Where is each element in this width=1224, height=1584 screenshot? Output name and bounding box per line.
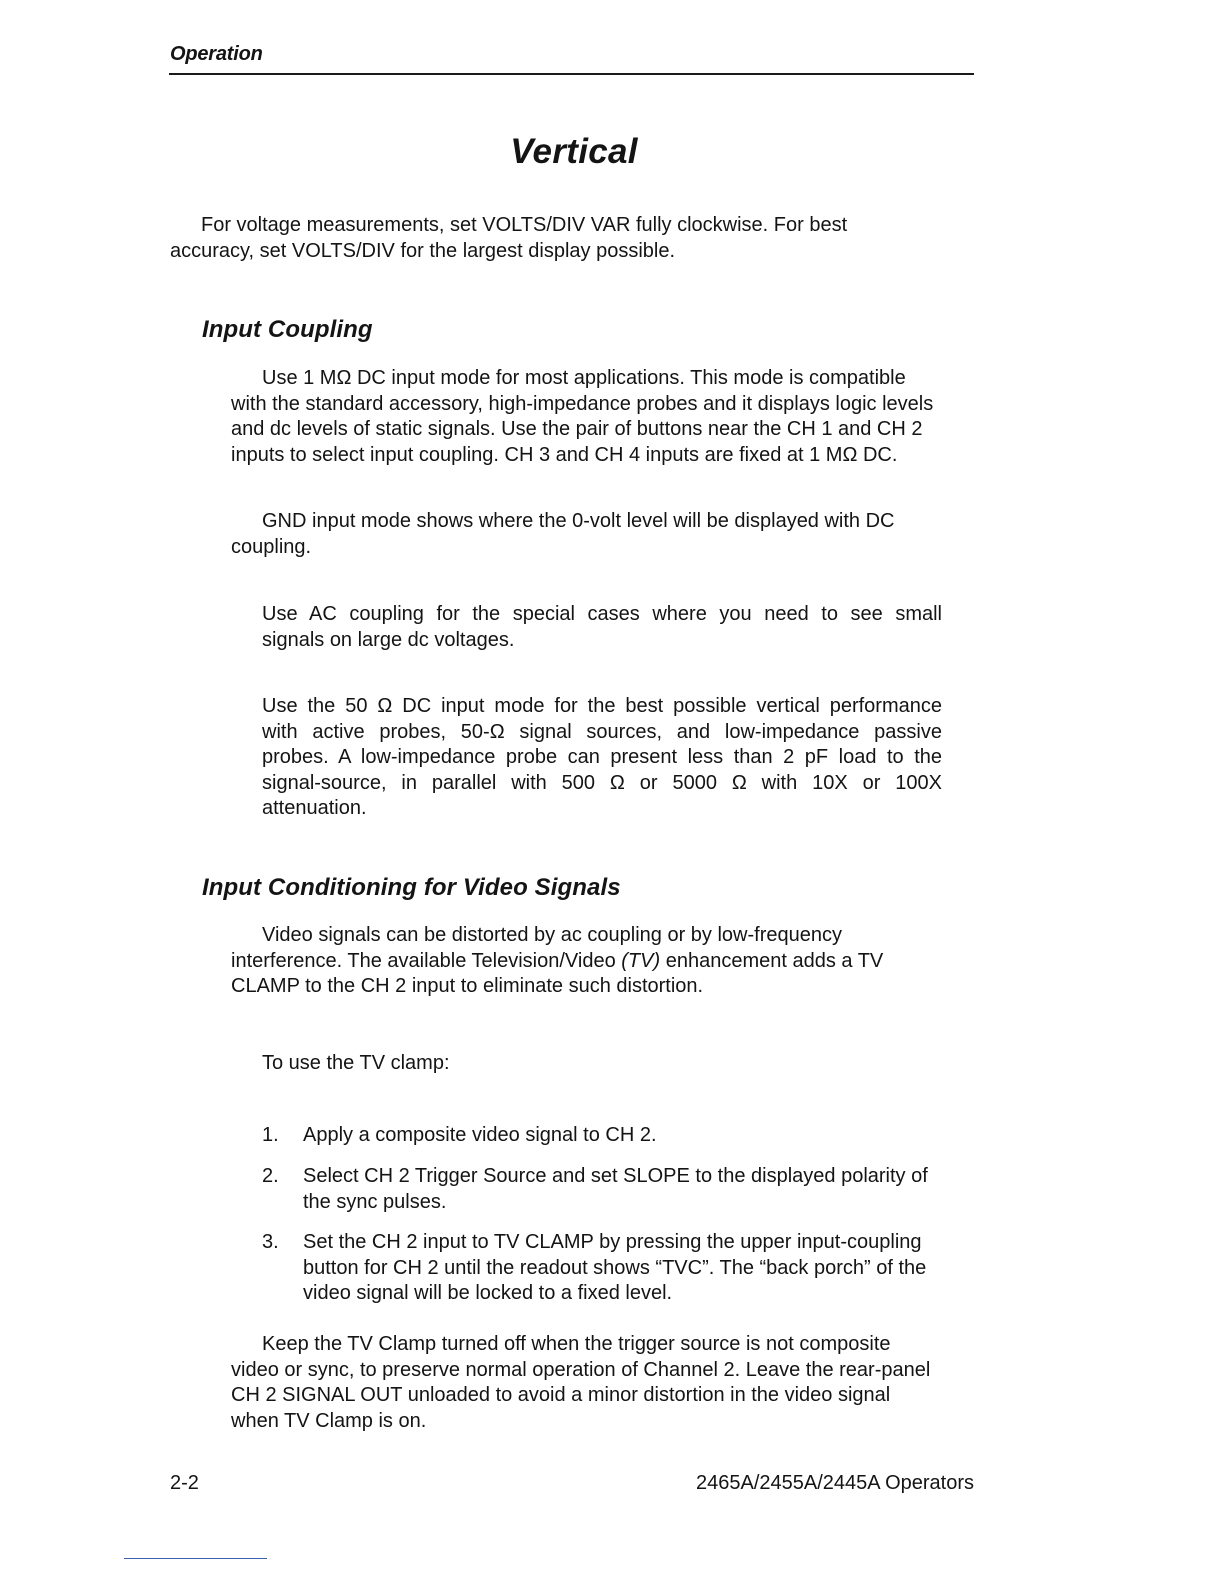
- paragraph-line: GND input mode shows where the 0-volt level will be displayed with DC: [262, 510, 895, 532]
- paragraph-line: attenuation.: [262, 797, 367, 820]
- intro-line-1: For voltage measurements, set VOLTS/DIV VAR fully clockwise. For best: [201, 214, 848, 236]
- step-text: [303, 1164, 983, 1215]
- step-number: 3.: [262, 1231, 279, 1253]
- paragraph-line: Set the CH 2 input to TV CLAMP by pressing the upper input-coupling: [303, 1231, 922, 1253]
- tv-emphasis: (TV): [621, 949, 661, 972]
- text-run: enhancement adds a TV: [660, 949, 884, 972]
- header-rule: [169, 73, 974, 75]
- paragraph-line: button for CH 2 until the readout shows “TVC”. The “back porch” of the: [303, 1256, 927, 1279]
- text-run: interference. The available Television/Video: [231, 949, 622, 972]
- running-head: Operation: [170, 43, 263, 65]
- paragraph-line: Apply a composite video signal to CH 2.: [303, 1124, 657, 1146]
- section-heading-video-signals: Input Conditioning for Video Signals: [202, 874, 621, 901]
- coupling-paragraph-2: [231, 509, 971, 560]
- page-number: 2-2: [170, 1472, 199, 1494]
- step-text: [303, 1230, 983, 1307]
- scan-edge-line: [124, 1558, 267, 1559]
- paragraph-line: Use AC coupling for the special cases where you need to see small: [262, 603, 942, 625]
- intro-paragraph: [170, 213, 970, 264]
- paragraph-line: Video signals can be distorted by ac coupling or by low-frequency: [262, 924, 842, 946]
- paragraph-line: video or sync, to preserve normal operation of Channel 2. Leave the rear-panel: [231, 1358, 931, 1381]
- video-paragraph-1: [231, 923, 971, 1000]
- paragraph-line: Use the 50 Ω DC input mode for the best possible vertical performance: [262, 695, 942, 717]
- section-heading-input-coupling: Input Coupling: [202, 316, 373, 343]
- step-number: 1.: [262, 1124, 279, 1146]
- paragraph-line: with the standard accessory, high-impedance probes and it displays logic levels: [231, 392, 934, 415]
- paragraph-line: CLAMP to the CH 2 input to eliminate such distortion.: [231, 975, 704, 998]
- step-text: [303, 1123, 983, 1149]
- intro-line-2: accuracy, set VOLTS/DIV for the largest display possible.: [170, 239, 676, 262]
- paragraph-line: Keep the TV Clamp turned off when the trigger source is not composite: [262, 1333, 891, 1355]
- coupling-paragraph-4: [262, 694, 942, 822]
- video-closing-paragraph: [231, 1332, 976, 1434]
- step-number: 2.: [262, 1165, 279, 1187]
- paragraph-line: the sync pulses.: [303, 1190, 447, 1213]
- paragraph-line: and dc levels of static signals. Use the pair of buttons near the CH 1 and CH 2: [231, 418, 923, 441]
- paragraph-line: Use 1 MΩ DC input mode for most applications. This mode is compatible: [262, 367, 906, 389]
- paragraph-line: Select CH 2 Trigger Source and set SLOPE to the displayed polarity of: [303, 1165, 928, 1187]
- tv-clamp-lead-in: To use the TV clamp:: [262, 1052, 450, 1074]
- coupling-paragraph-3: [262, 602, 942, 653]
- paragraph-line: coupling.: [231, 535, 312, 558]
- paragraph-line: with active probes, 50-Ω signal sources, and low-impedance passive: [262, 720, 942, 743]
- paragraph-line: CH 2 SIGNAL OUT unloaded to avoid a minor distortion in the video signal: [231, 1384, 891, 1407]
- paragraph-line: signals on large dc voltages.: [262, 628, 515, 651]
- page-title: Vertical: [510, 132, 638, 171]
- paragraph-line: signal-source, in parallel with 500 Ω or 5000 Ω with 10X or 100X: [262, 771, 942, 794]
- paragraph-line: when TV Clamp is on.: [231, 1409, 427, 1432]
- manual-title: 2465A/2455A/2445A Operators: [696, 1472, 974, 1494]
- paragraph-line: [231, 949, 971, 975]
- coupling-paragraph-1: [231, 366, 971, 468]
- paragraph-line: inputs to select input coupling. CH 3 and CH 4 inputs are fixed at 1 MΩ DC.: [231, 443, 898, 466]
- paragraph-line: video signal will be locked to a fixed level.: [303, 1282, 673, 1305]
- paragraph-line: probes. A low-impedance probe can present less than 2 pF load to the: [262, 746, 942, 769]
